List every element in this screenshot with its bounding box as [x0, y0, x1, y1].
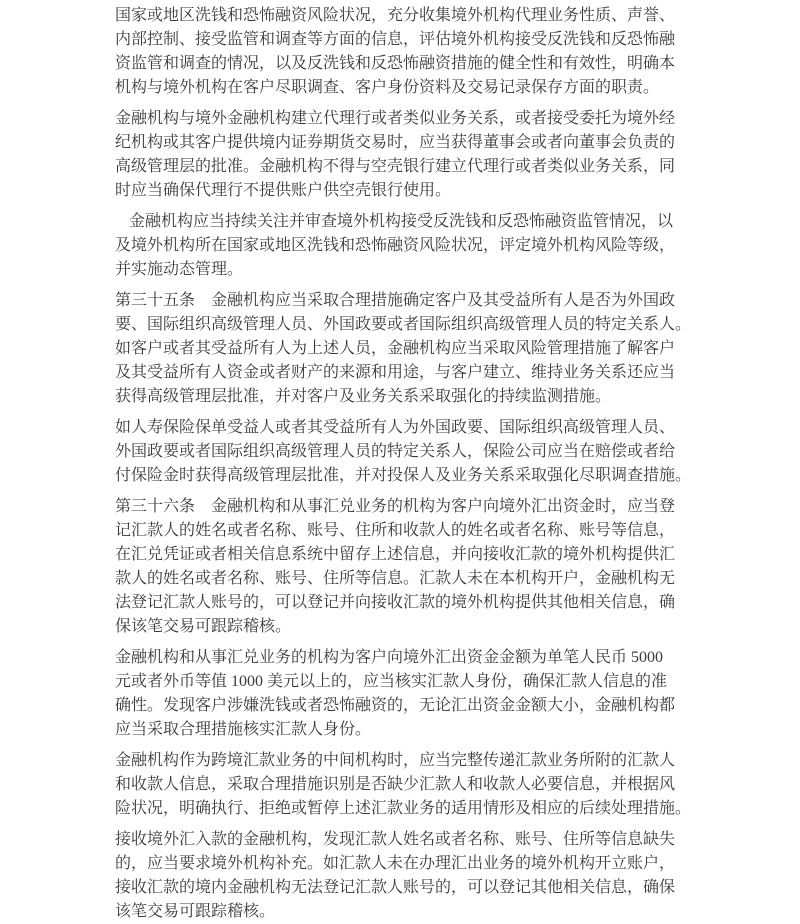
paragraph-insurance-pep — [115, 416, 691, 488]
text-line: 纪机构或其客户提供境内证券期货交易时，应当获得董事会或者向董事会负责的 — [115, 134, 676, 151]
text-line: 险状况，明确执行、拒绝或暂停上述汇款业务的适用情形及相应的后续处理措施。 — [115, 800, 692, 817]
text-line: 付保险金时获得高级管理层批准，并对投保人及业务关系采取强化尽职调查措施。 — [115, 467, 692, 484]
text-line: 国家或地区洗钱和恐怖融资风险状况，充分收集境外机构代理业务性质、声誉、 — [115, 7, 676, 24]
text-line: 第三十六条 金融机构和从事汇兑业务的机构为客户向境外汇出资金时，应当登 — [115, 498, 676, 515]
text-line: 金融机构作为跨境汇款业务的中间机构时，应当完整传递汇款业务所附的汇款人 — [115, 752, 676, 769]
paragraph-inbound-remittance — [115, 828, 691, 924]
text-line: 款人的姓名或者名称、账号、住所等信息。汇款人未在本机构开户，金融机构无 — [115, 570, 676, 587]
text-line: 及其受益所有人资金或者财产的来源和用途，与客户建立、维持业务关系还应当 — [115, 364, 676, 381]
text-line: 高级管理层的批准。金融机构不得与空壳银行建立代理行或者类似业务关系，同 — [115, 158, 676, 175]
text-line: 元或者外币等值 1000 美元以上的，应当核实汇款人身份，确保汇款人信息的准 — [115, 673, 668, 690]
text-line: 获得高级管理层批准，并对客户及业务关系采取强化的持续监测措施。 — [115, 388, 612, 405]
text-line: 并实施动态管理。 — [115, 261, 244, 278]
text-line: 保该笔交易可跟踪稽核。 — [115, 618, 292, 635]
paragraph-intermediary-institution — [115, 749, 691, 821]
text-line: 记汇款人的姓名或者名称、账号、住所和收款人的姓名或者名称、账号等信息， — [115, 522, 676, 539]
text-line: 内部控制、接受监管和调查等方面的信息，评估境外机构接受反洗钱和反恐怖融 — [115, 31, 676, 48]
paragraph-remittance-threshold — [115, 646, 691, 742]
text-line: 时应当确保代理行不提供账户供空壳银行使用。 — [115, 182, 452, 199]
text-line: 该笔交易可跟踪稽核。 — [115, 903, 276, 920]
text-line: 确性。发现客户涉嫌洗钱或者恐怖融资的，无论汇出资金金额大小，金融机构都 — [115, 697, 676, 714]
paragraph-ongoing-review — [115, 210, 691, 282]
text-line: 金融机构和从事汇兑业务的机构为客户向境外汇出资金金额为单笔人民币 5000 — [115, 649, 664, 666]
article-36 — [115, 495, 691, 639]
text-line: 金融机构应当持续关注并审查境外机构接受反洗钱和反恐怖融资监管情况，以 — [129, 213, 674, 230]
text-line: 接收境外汇入款的金融机构，发现汇款人姓名或者名称、账号、住所等信息缺失 — [115, 831, 676, 848]
text-line: 应当采取合理措施核实汇款人身份。 — [115, 721, 372, 738]
text-line: 在汇兑凭证或者相关信息系统中留存上述信息，并向接收汇款的境外机构提供汇 — [115, 546, 676, 563]
text-line: 机构与境外机构在客户尽职调查、客户身份资料及交易记录保存方面的职责。 — [115, 79, 660, 96]
text-line: 和收款人信息，采取合理措施识别是否缺少汇款人和收款人必要信息，并根据风 — [115, 776, 676, 793]
text-line: 要、国际组织高级管理人员、外国政要或者国际组织高级管理人员的特定关系人。 — [115, 316, 692, 333]
text-line: 及境外机构所在国家或地区洗钱和恐怖融资风险状况，评定境外机构风险等级， — [115, 237, 676, 254]
text-line: 外国政要或者国际组织高级管理人员的特定关系人，保险公司应当在赔偿或者给 — [115, 443, 676, 460]
article-35 — [115, 289, 691, 409]
text-line: 金融机构与境外金融机构建立代理行或者类似业务关系，或者接受委托为境外经 — [115, 110, 676, 127]
text-line: 法登记汇款人账号的，可以登记并向接收汇款的境外机构提供其他相关信息，确 — [115, 594, 676, 611]
text-line: 的，应当要求境外机构补充。如汇款人未在办理汇出业务的境外机构开立账户， — [115, 855, 676, 872]
text-line: 资监管和调查的情况，以及反洗钱和反恐怖融资措施的健全性和有效性，明确本 — [115, 55, 676, 72]
text-line: 如人寿保险保单受益人或者其受益所有人为外国政要、国际组织高级管理人员、 — [115, 419, 676, 436]
text-line: 第三十五条 金融机构应当采取合理措施确定客户及其受益所有人是否为外国政 — [115, 292, 676, 309]
paragraph-continuation — [115, 4, 691, 100]
paragraph-correspondent-banking — [115, 107, 691, 203]
text-line: 如客户或者其受益所有人为上述人员，金融机构应当采取风险管理措施了解客户 — [115, 340, 676, 357]
text-line: 接收汇款的境内金融机构无法登记汇款人账号的，可以登记其他相关信息，确保 — [115, 879, 676, 896]
